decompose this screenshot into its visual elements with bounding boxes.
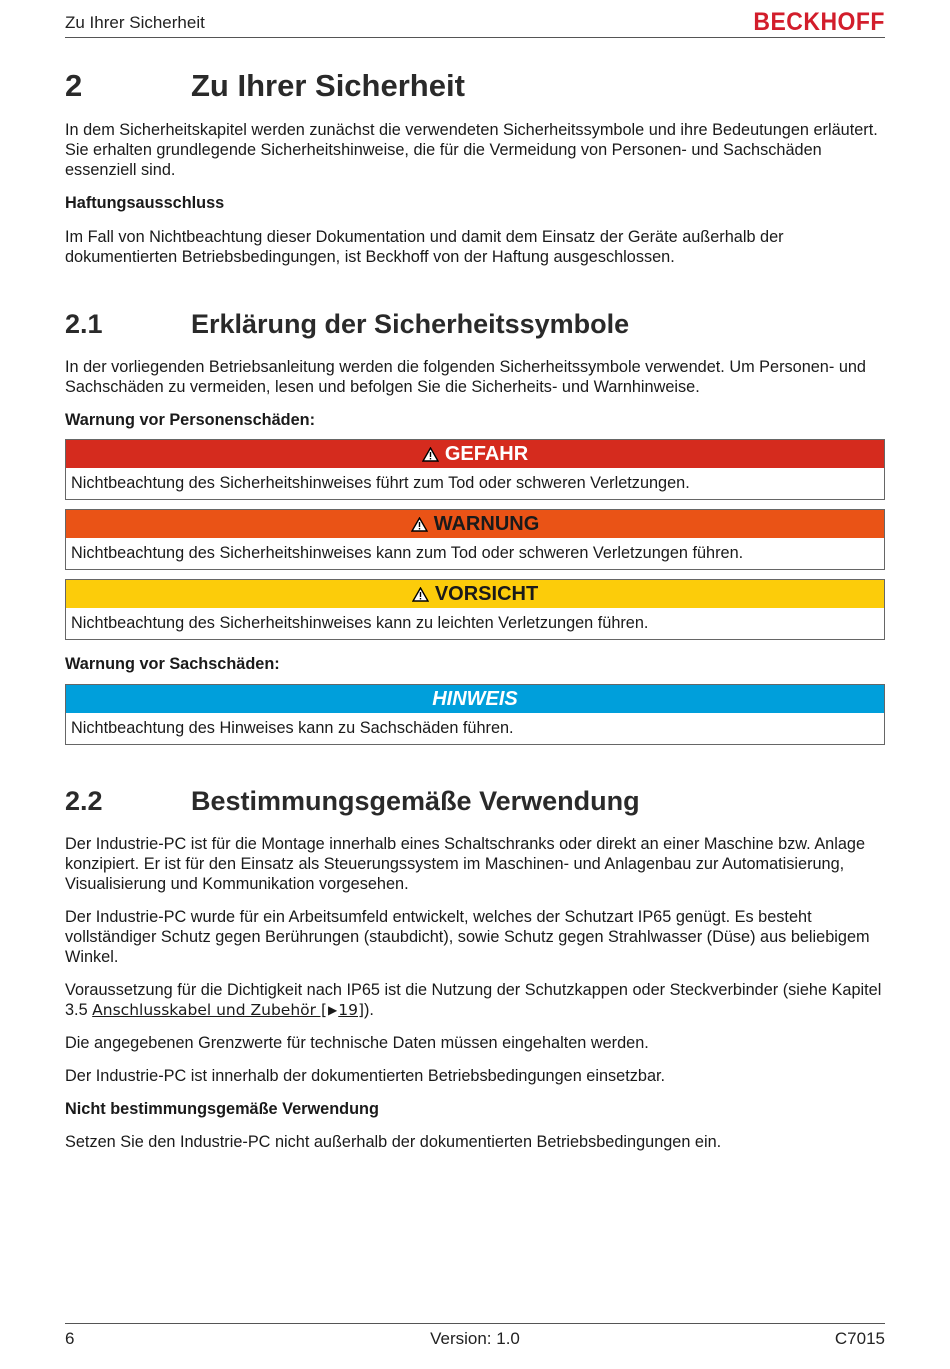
document-version: Version: 1.0 — [430, 1329, 520, 1348]
warnung-text: Nichtbeachtung des Sicherheitshinweises kann zum Tod oder schweren Verletzungen führen. — [71, 544, 744, 562]
intended-use-p1: Der Industrie-PC ist für die Montage innerhalb eines Schaltschranks oder direkt an einer Maschine bzw. Anlage konzipiert. Er ist für den Einsatz als Steuerungssystem im Maschinen- und Anlagenbau zur Automatisierung, Visualisierung und Kommunikation vorgesehen. — [65, 835, 866, 893]
hinweis-header — [66, 685, 884, 713]
section-2-1-intro: In der vorliegenden Betriebsanleitung werden die folgenden Sicherheitssymbole verwendet. Um Personen- und Sachschäden zu vermeiden, lesen und befolgen Sie die Sicherheits- und Warnhinweise. — [65, 358, 866, 396]
play-arrow-icon: ▶ — [328, 1003, 338, 1017]
p3-text-after: ). — [364, 1001, 374, 1019]
page-header — [65, 6, 885, 38]
p3-text-before: Voraussetzung für die Dichtigkeit nach IP65 ist die Nutzung der Schutzkappen oder Steckverbinder (siehe Kapitel 3.5 — [65, 981, 882, 1019]
vorsicht-text: Nichtbeachtung des Sicherheitshinweises kann zu leichten Verletzungen führen. — [71, 614, 649, 632]
warning-triangle-icon — [411, 517, 428, 532]
beckhoff-logo: BECKHOFF — [753, 8, 885, 36]
liability-text: Im Fall von Nichtbeachtung dieser Dokumentation und damit dem Einsatz der Geräte außerhalb der dokumentierten Betriebsbedingungen, ist Beckhoff von der Haftung ausgeschlossen. — [65, 228, 784, 266]
warnung-header — [66, 510, 884, 538]
intended-use-p2: Der Industrie-PC wurde für ein Arbeitsumfeld entwickelt, welches der Schutzart IP65 genügt. Es besteht vollständiger Schutz gegen Berührungen (staubdicht), sowie Schutz gegen Strahlwasser (Düse) aus beliebigem Winkel. — [65, 908, 870, 966]
intended-use-p3 — [65, 980, 885, 1020]
page-footer — [65, 1323, 885, 1364]
intended-use-p5: Der Industrie-PC ist innerhalb der dokumentierten Betriebsbedingungen einsetzbar. — [65, 1067, 666, 1085]
section-2-heading — [65, 64, 885, 108]
section-title: Zu Ihrer Sicherheit — [191, 68, 465, 103]
vorsicht-header — [66, 580, 884, 608]
warnung-label: WARNUNG — [433, 512, 540, 535]
section-title: Erklärung der Sicherheitssymbole — [191, 308, 630, 339]
property-damage-heading: Warnung vor Sachschäden: — [65, 655, 280, 673]
accessories-link[interactable] — [92, 1001, 364, 1019]
section-title: Bestimmungsgemäße Verwendung — [191, 785, 640, 816]
section-number: 2.1 — [65, 308, 103, 339]
improper-use-text: Setzen Sie den Industrie-PC nicht außerhalb der dokumentierten Betriebsbedingungen ein. — [65, 1133, 722, 1151]
accessories-link-label: Anschlusskabel und Zubehör [ — [92, 1001, 327, 1019]
section-number: 2.2 — [65, 785, 103, 816]
vorsicht-label: VORSICHT — [434, 582, 539, 605]
gefahr-box — [65, 439, 885, 500]
accessories-link-page: 19] — [338, 1001, 365, 1019]
section-2-1-heading — [65, 304, 885, 344]
section-2-2-heading — [65, 781, 885, 821]
page-content — [65, 64, 885, 1152]
hinweis-label: HINWEIS — [432, 687, 518, 710]
hinweis-box — [65, 684, 885, 745]
intended-use-p4: Die angegebenen Grenzwerte für technische Daten müssen eingehalten werden. — [65, 1034, 649, 1052]
header-title: Zu Ihrer Sicherheit — [65, 13, 205, 32]
vorsicht-box — [65, 579, 885, 640]
liability-heading: Haftungsausschluss — [65, 194, 225, 212]
warnung-box — [65, 509, 885, 570]
personal-injury-heading: Warnung vor Personenschäden: — [65, 411, 315, 429]
improper-use-heading: Nicht bestimmungsgemäße Verwendung — [65, 1100, 379, 1118]
section-2-intro: In dem Sicherheitskapitel werden zunächst die verwendeten Sicherheitssymbole und ihre Bedeutungen erläutert. Sie erhalten grundlegende Sicherheitshinweise, die für die Vermeidung von Personen- und Sachschäden essenziell sind. — [65, 121, 878, 179]
gefahr-text: Nichtbeachtung des Sicherheitshinweises führt zum Tod oder schweren Verletzungen. — [71, 474, 690, 492]
gefahr-label: GEFAHR — [444, 442, 529, 465]
hinweis-text: Nichtbeachtung des Hinweises kann zu Sachschäden führen. — [71, 719, 514, 737]
warning-triangle-icon — [412, 587, 429, 602]
section-number: 2 — [65, 68, 83, 103]
page-number: 6 — [65, 1329, 75, 1348]
gefahr-header — [66, 440, 884, 468]
warning-triangle-icon — [422, 447, 439, 462]
product-code: C7015 — [834, 1329, 885, 1348]
